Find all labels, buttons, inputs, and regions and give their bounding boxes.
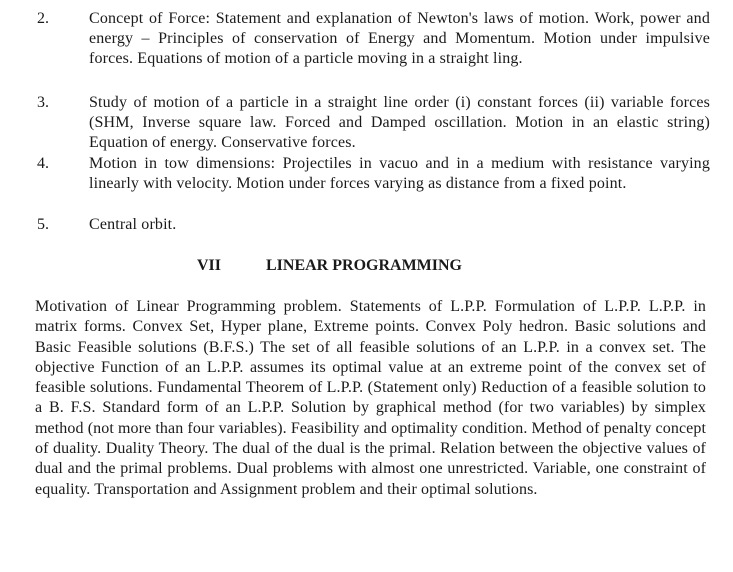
- item-number: 5.: [37, 216, 49, 233]
- item-text: Central orbit.: [89, 216, 177, 233]
- section-title: LINEAR PROGRAMMING: [266, 257, 462, 274]
- item-text: Concept of Force: Statement and explanation of Newton's laws of motion. Work, power and energy – Principles of conservation of Energy and Momentum. Motion under impulsive forces. Equations of motion of a particle moving in a straight ling.: [89, 10, 710, 68]
- section-body: Motivation of Linear Programming problem. Statements of L.P.P. Formulation of L.P.P. L.P.P. in matrix forms. Convex Set, Hyper plane, Extreme points. Convex Poly hedron. Basic solutions and Basic Feasible solutions (B.F.S.) The set of all feasible solutions of an L.P.P. in a convex set. The objective Function of an L.P.P. assumes its optimal value at an extreme point of the convex set of feasible solutions. Fundamental Theorem of L.P.P. (Statement only) Reduction of a feasible solution to a B. F.S. Standard form of an L.P.P. Solution by graphical method (for two variables) by simplex method (not more than four variables). Feasibility and optimality condition. Method of penalty concept of duality. Duality Theory. The dual of the dual is the primal. Relation between the objective values of dual and the primal problems. Dual problems with almost one unrestricted. Variable, one constraint of equality. Transportation and Assignment problem and their optimal solutions.: [35, 298, 706, 498]
- item-number: 2.: [37, 10, 49, 27]
- item-text: Motion in tow dimensions: Projectiles in vacuo and in a medium with resistance varying linearly with velocity. Motion under forces varying as distance from a fixed point.: [89, 155, 710, 193]
- section-number: VII: [197, 257, 222, 274]
- item-number: 4.: [37, 155, 49, 172]
- item-number: 3.: [37, 94, 49, 111]
- item-text: Study of motion of a particle in a straight line order (i) constant forces (ii) variable forces (SHM, Inverse square law. Forced and Damped oscillation. Motion in an elastic string) Equation of energy. Conservative forces.: [89, 94, 710, 152]
